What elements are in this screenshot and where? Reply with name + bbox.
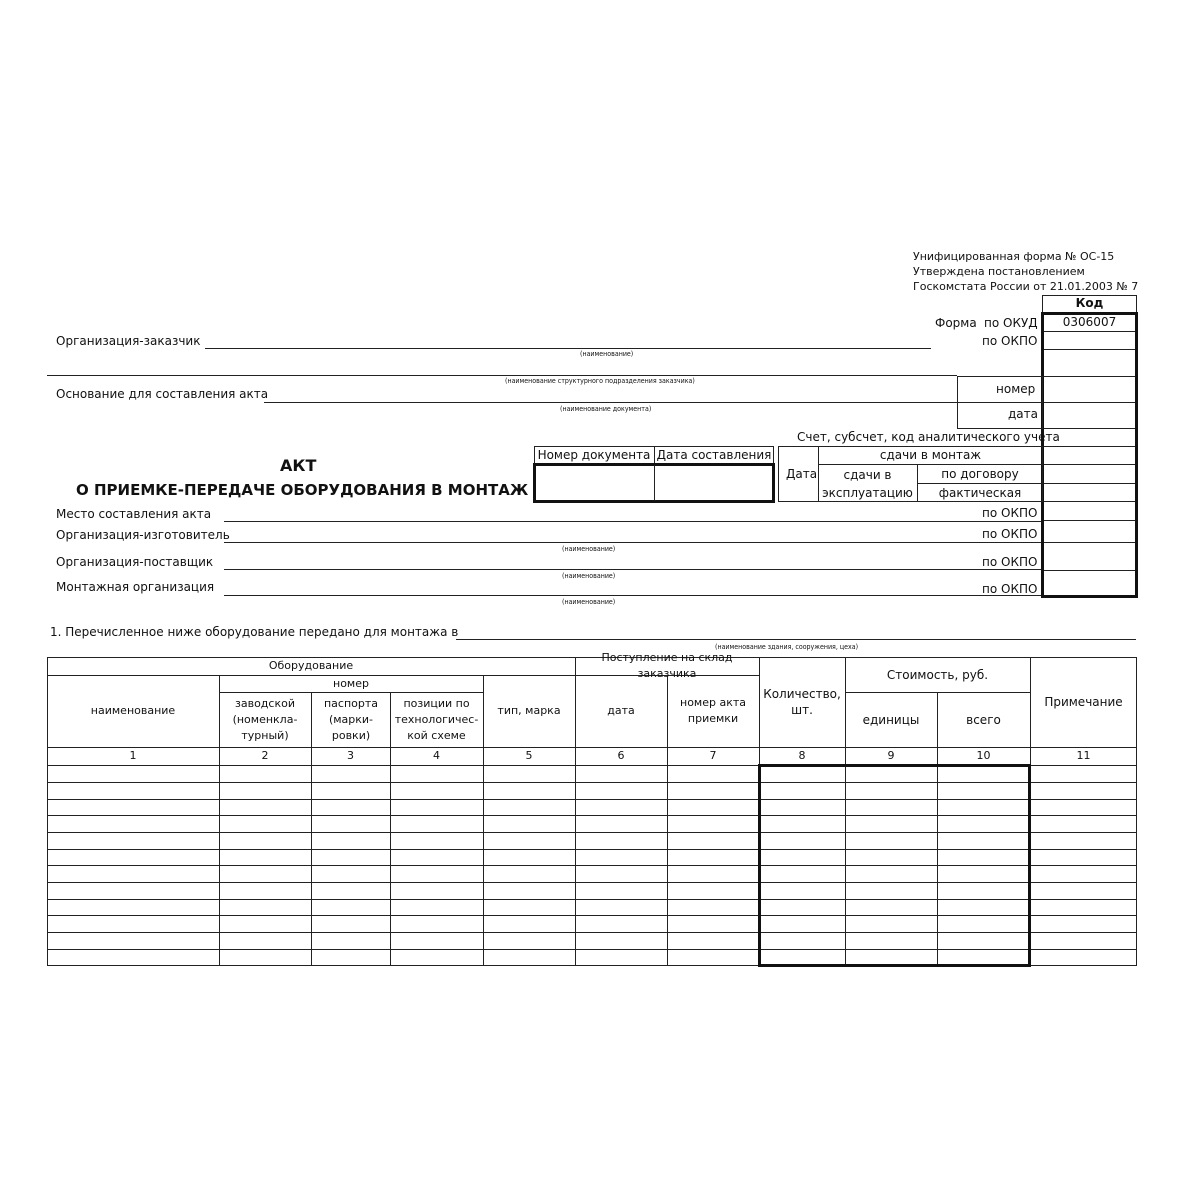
th-col3: паспорта (марки-ровки)	[323, 696, 379, 742]
doc-date-label: Дата составления	[656, 448, 772, 462]
th-col7: номер акта приемки	[680, 696, 746, 725]
okpo-label-place: по ОКПО	[982, 506, 1038, 520]
account-label: Счет, субсчет, код аналитического учета	[797, 430, 1060, 444]
th-equipment: Оборудование	[268, 659, 354, 672]
customer-org-hint: (наименование)	[580, 350, 634, 358]
struct-unit-line[interactable]	[47, 375, 957, 376]
basis-hint: (наименование документа)	[560, 405, 652, 413]
form-label: Форма	[935, 316, 977, 330]
act-subtitle: О ПРИЕМКЕ-ПЕРЕДАЧЕ ОБОРУДОВАНИЯ В МОНТАЖ	[76, 481, 529, 499]
approval-note: Утверждена постановлением	[913, 265, 1085, 278]
col-number-8: 8	[798, 749, 806, 762]
col-number-2: 2	[261, 749, 269, 762]
quantity-cost-frame	[758, 764, 1031, 967]
supplier-line[interactable]	[224, 569, 1041, 570]
basis-date-label: дата	[1008, 407, 1038, 421]
basis-line[interactable]	[264, 402, 957, 403]
ekspl-label-1: сдачи в	[843, 468, 892, 482]
installer-hint: (наименование)	[562, 598, 616, 606]
struct-unit-hint: (наименование структурного подразделения заказчика)	[505, 377, 695, 385]
place-label: Место составления акта	[56, 507, 212, 521]
th-col4: позиции по технологичес-кой схеме	[394, 696, 479, 742]
customer-org-label: Организация-заказчик	[56, 334, 201, 348]
dogovor-label: по договору	[941, 467, 1019, 481]
fakt-label: фактическая	[938, 486, 1022, 500]
section1-line[interactable]	[456, 639, 1136, 640]
manufacturer-hint: (наименование)	[562, 545, 616, 553]
montazh-label: сдачи в монтаж	[879, 448, 982, 462]
ekspl-label-2: эксплуатацию	[822, 486, 913, 500]
code-header: Код	[1075, 296, 1104, 310]
th-col6: дата	[607, 704, 635, 717]
th-number: номер	[333, 676, 369, 690]
th-col11: Примечание	[1044, 695, 1123, 709]
basis-label: Основание для составления акта	[56, 387, 269, 401]
supplier-hint: (наименование)	[562, 572, 616, 580]
col-number-1: 1	[129, 749, 137, 762]
act-title: АКТ	[280, 456, 317, 475]
col-number-6: 6	[617, 749, 625, 762]
basis-number-label: номер	[996, 382, 1036, 396]
customer-org-line[interactable]	[205, 348, 931, 349]
col-number-10: 10	[976, 749, 991, 762]
col-number-4: 4	[433, 749, 440, 762]
place-line[interactable]	[224, 521, 1041, 522]
col-number-5: 5	[525, 749, 533, 762]
th-col8: Количество, шт.	[763, 687, 841, 717]
col-number-7: 7	[709, 749, 717, 762]
th-col9: единицы	[862, 712, 920, 727]
th-receipt: Поступление на склад заказчика	[601, 651, 733, 680]
okpo-label-manufacturer: по ОКПО	[982, 527, 1038, 541]
doc-number-label: Номер документа	[537, 448, 651, 462]
okud-label: по ОКУД	[984, 316, 1038, 330]
installer-line[interactable]	[224, 595, 1041, 596]
manufacturer-label: Организация-изготовитель	[56, 528, 230, 542]
okud-code-value[interactable]: 0306007	[1062, 315, 1117, 329]
th-col1: наименование	[90, 704, 176, 717]
code-column	[1041, 312, 1138, 598]
col-number-11: 11	[1076, 749, 1091, 762]
form-number-note: Унифицированная форма № ОС-15	[913, 250, 1115, 263]
section1-text: 1. Перечисленное ниже оборудование передано для монтажа в	[50, 625, 459, 639]
manufacturer-line[interactable]	[224, 542, 1041, 543]
supplier-label: Организация-поставщик	[56, 555, 214, 569]
col-number-3: 3	[347, 749, 354, 762]
okpo-label-supplier: по ОКПО	[982, 555, 1038, 569]
th-col2: заводской (номенкла-турный)	[232, 696, 298, 742]
section1-hint: (наименование здания, сооружения, цеха)	[715, 643, 859, 651]
date-label: Дата	[786, 467, 818, 481]
th-col5: тип, марка	[497, 704, 561, 717]
col-number-9: 9	[887, 749, 895, 762]
okpo-label-customer: по ОКПО	[982, 334, 1038, 348]
installer-label: Монтажная организация	[56, 580, 215, 594]
th-col10: всего	[966, 712, 1001, 727]
approval-date-note: Госкомстата России от 21.01.2003 № 7	[913, 280, 1139, 293]
okpo-label-installer: по ОКПО	[982, 582, 1038, 596]
th-cost: Стоимость, руб.	[886, 667, 989, 682]
